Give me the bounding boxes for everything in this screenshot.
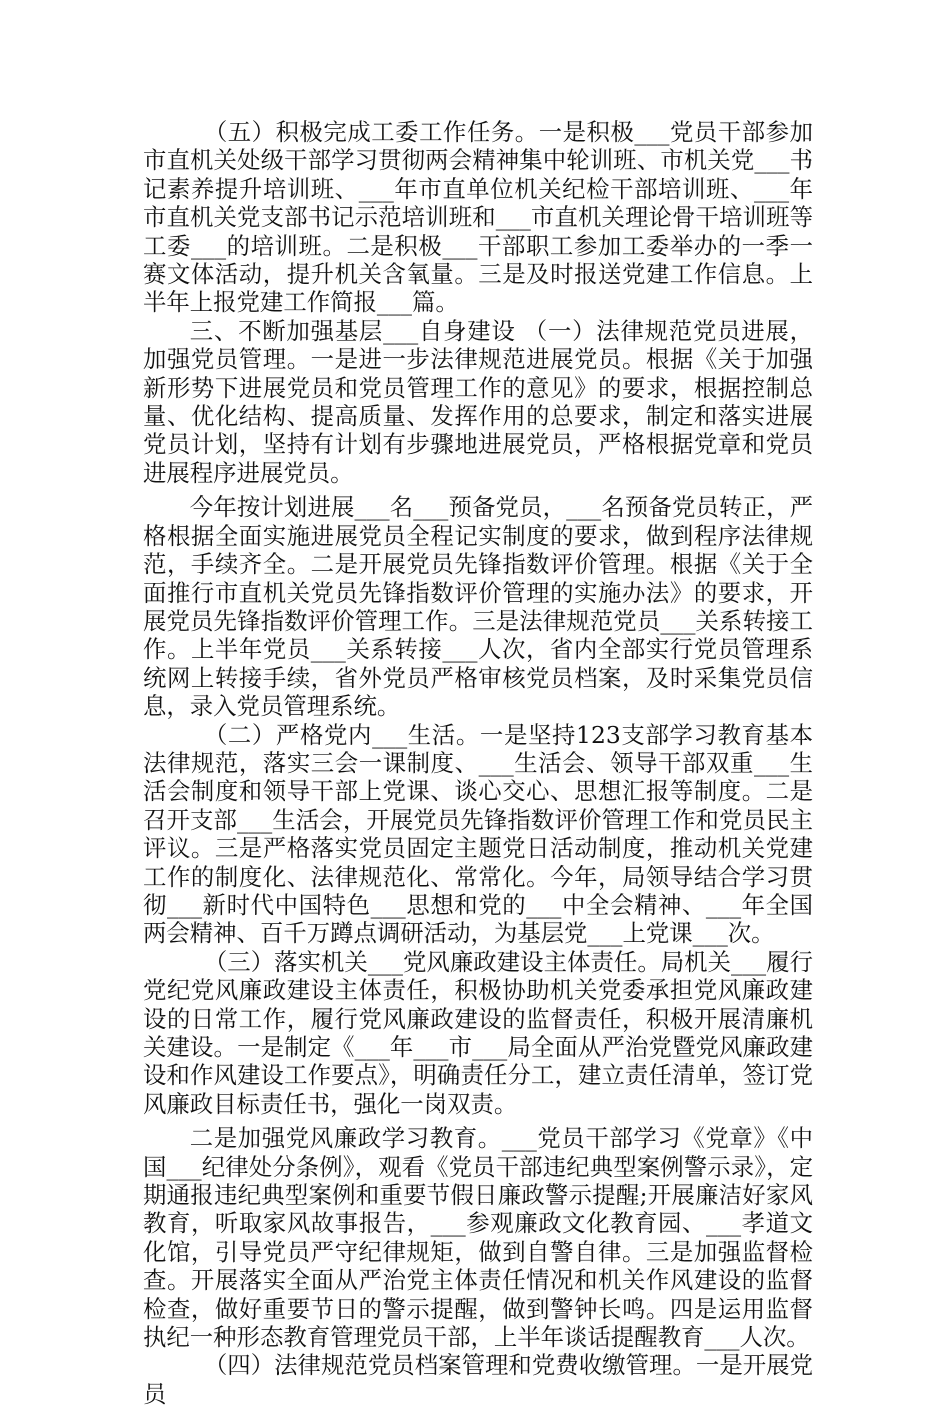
paragraph-4: （二）严格党内___生活。一是坚持123支部学习教育基本法律规范，落实三会一课制度、___生活会、领导干部双重___生活会制度和领导干部上党课、谈心交心、思想汇报等制度。二是召开支部___生活会，开展党员先锋指数评价管理工作和党员民主评议。三是严格落实党员固定主题党日活动制度，推动机关党建工作的制度化、法律规范化、常常化。今年，局领导结合学习贯彻___新时代中国特色___思想和党的___中全会精神、___年全国两会精神、百千万蹲点调研活动，为基层党___上党课___次。 bbox=[143, 720, 813, 948]
document-body bbox=[143, 118, 813, 1408]
paragraph-5: （三）落实机关___党风廉政建设主体责任。局机关___履行党纪党风廉政建设主体责任，积极协助机关党委承担党风廉政建设的日常工作，履行党风廉政建设的监督责任，积极开展清廉机关建设。一是制定《___年___市___局全面从严治党暨党风廉政建设和作风建设工作要点》，明确责任分工，建立责任清单，签订党风廉政目标责任书，强化一岗双责。 bbox=[143, 947, 813, 1118]
paragraph-3: 今年按计划进展___名___预备党员，___名预备党员转正，严格根据全面实施进展党员全程记实制度的要求，做到程序法律规范，手续齐全。二是开展党员先锋指数评价管理。根据《关于全面推行市直机关党员先锋指数评价管理的实施办法》的要求，开展党员先锋指数评价管理工作。三是法律规范党员___关系转接工作。上半年党员___关系转接___人次，省内全部实行党员管理系统网上转接手续，省外党员严格审核党员档案，及时采集党员信息，录入党员管理系统。 bbox=[143, 493, 813, 721]
paragraph-1: （五）积极完成工委工作任务。一是积极___党员干部参加市直机关处级干部学习贯彻两会精神集中轮训班、市机关党___书记素养提升培训班、___年市直单位机关纪检干部培训班、___年市直机关党支部书记示范培训班和___市直机关理论骨干培训班等工委___的培训班。二是积极___干部职工参加工委举办的一季一赛文体活动，提升机关含氧量。三是及时报送党建工作信息。上半年上报党建工作简报___篇。 bbox=[143, 118, 813, 317]
paragraph-2: 三、不断加强基层___自身建设 （一）法律规范党员进展，加强党员管理。一是进一步法律规范进展党员。根据《关于加强新形势下进展党员和党员管理工作的意见》的要求，根据控制总量、优化结构、提高质量、发挥作用的总要求，制定和落实进展党员计划，坚持有计划有步骤地进展党员，严格根据党章和党员进展程序进展党员。 bbox=[143, 316, 813, 487]
paragraph-7: （四）法律规范党员档案管理和党费收缴管理。一是开展党员 bbox=[143, 1351, 813, 1408]
paragraph-6: 二是加强党风廉政学习教育。___党员干部学习《党章》《中国___纪律处分条例》，观看《党员干部违纪典型案例警示录》，定期通报违纪典型案例和重要节假日廉政警示提醒;开展廉洁好家风教育，听取家风故事报告，___参观廉政文化教育园、___孝道文化馆，引导党员严守纪律规矩，做到自警自律。三是加强监督检查。开展落实全面从严治党主体责任情况和机关作风建设的监督检查，做好重要节日的警示提醒，做到警钟长鸣。四是运用监督执纪一种形态教育管理党员干部，上半年谈话提醒教育___人次。 bbox=[143, 1124, 813, 1352]
